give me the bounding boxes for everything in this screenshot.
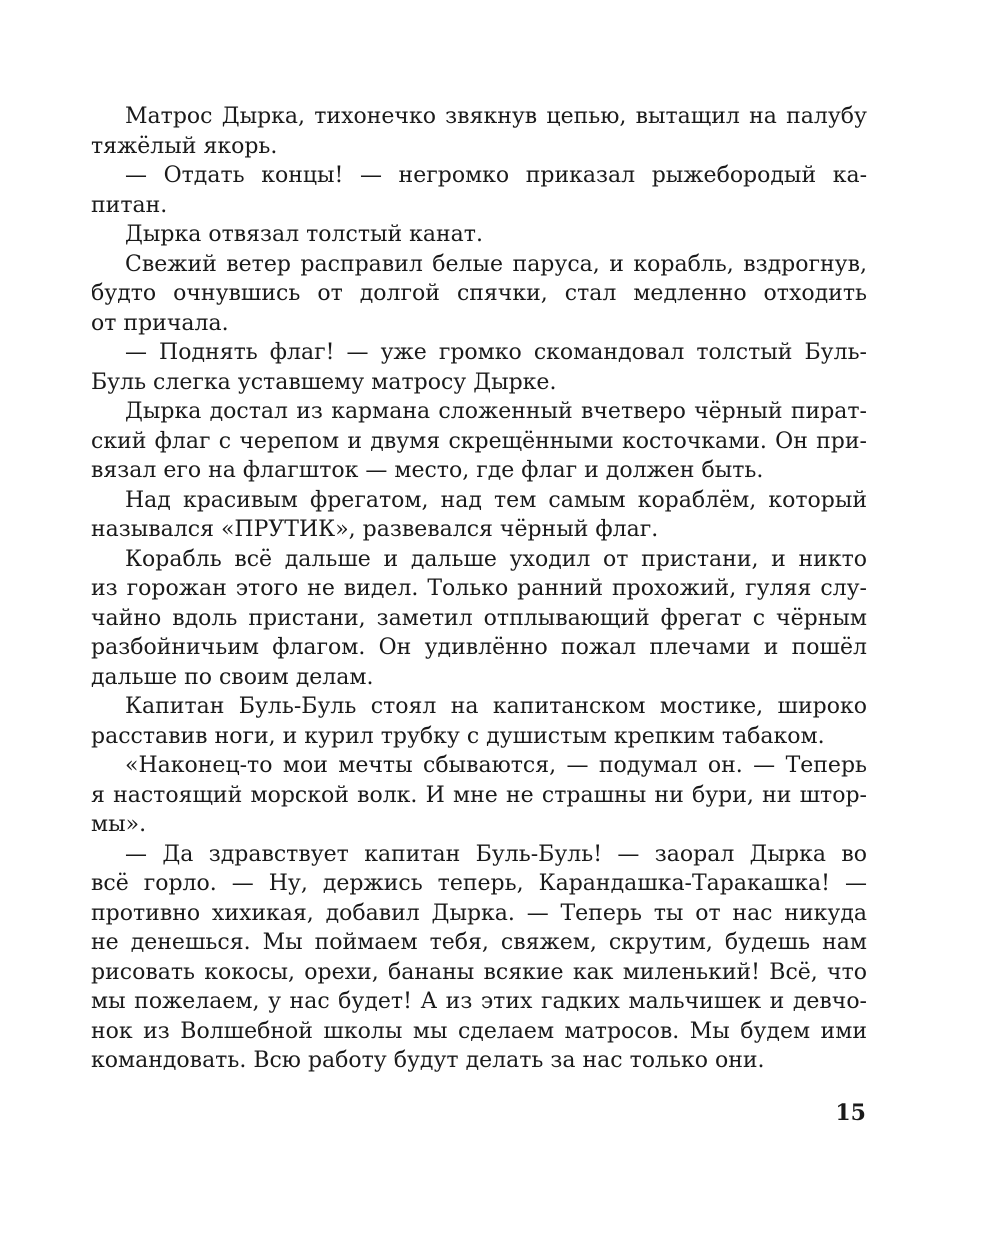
text-line: от причала.: [91, 310, 229, 336]
text-line: противно хихикая, добавил Дырка. — Теперь ты от нас никуда: [91, 900, 867, 926]
page-number: 15: [835, 1100, 866, 1126]
text-line: нок из Волшебной школы мы сделаем матросов. Мы будем ими: [91, 1018, 867, 1044]
text-line: всё горло. — Ну, держись теперь, Карандашка-Таракашка! —: [91, 871, 867, 896]
text-line: чайно вдоль пристани, заметил отплывающий фрегат с чёрным: [91, 605, 867, 631]
text-line: вязал его на флагшток — место, где флаг и должен быть.: [91, 458, 764, 483]
text-line: дальше по своим делам.: [91, 664, 374, 690]
text-line: не денешься. Мы поймаем тебя, свяжем, скрутим, будешь нам: [91, 930, 867, 955]
text-line: Матрос Дырка, тихонечко звякнув цепью, вытащил на палубу: [125, 104, 867, 129]
text-line: — Да здравствует капитан Буль-Буль! — заорал Дырка во: [125, 841, 867, 867]
text-line: мы».: [91, 812, 147, 837]
text-line: «Наконец-то мои мечты сбываются, — подумал он. — Теперь: [125, 753, 867, 778]
text-line: Капитан Буль-Буль стоял на капитанском мостике, широко: [125, 694, 867, 719]
text-line: разбойничьим флагом. Он удивлённо пожал плечами и пошёл: [91, 635, 867, 660]
text-line: Свежий ветер расправил белые паруса, и корабль, вздрогнув,: [125, 251, 867, 277]
text-line: Корабль всё дальше и дальше уходил от пристани, и никто: [125, 546, 867, 572]
text-line: будто очнувшись от долгой спячки, стал медленно отходить: [91, 281, 867, 306]
text-line: мы пожелаем, у нас будет! А из этих гадких мальчишек и девчо-: [91, 989, 867, 1014]
text-line: питан.: [91, 192, 168, 218]
text-line: рисовать кокосы, орехи, бананы всякие как миленький! Всё, что: [91, 959, 867, 985]
text-line: — Поднять флаг! — уже громко скомандовал толстый Буль-: [125, 340, 867, 365]
text-line: Буль слегка уставшему матросу Дырке.: [91, 369, 557, 395]
text-line: из горожан этого не видел. Только ранний прохожий, гуляя слу-: [91, 576, 867, 601]
text-line: Дырка отвязал толстый канат.: [125, 222, 483, 247]
text-line: назывался «ПРУТИК», развевался чёрный флаг.: [91, 517, 659, 542]
text-line: расставив ноги, и курил трубку с душистым крепким табаком.: [91, 723, 825, 749]
text-line: я настоящий морской волк. И мне не страшны ни бури, ни штор-: [91, 782, 867, 808]
text-line: Дырка достал из кармана сложенный вчетверо чёрный пират-: [125, 399, 867, 424]
body-text: [91, 102, 867, 1076]
text-line: Над красивым фрегатом, над тем самым кораблём, который: [125, 487, 867, 513]
text-line: тяжёлый якорь.: [91, 133, 278, 159]
text-line: командовать. Всю работу будут делать за нас только они.: [91, 1048, 765, 1073]
text-line: ский флаг с черепом и двумя скрещёнными косточками. Он при-: [91, 428, 867, 454]
text-line: — Отдать концы! — негромко приказал рыжебородый ка-: [125, 163, 867, 188]
